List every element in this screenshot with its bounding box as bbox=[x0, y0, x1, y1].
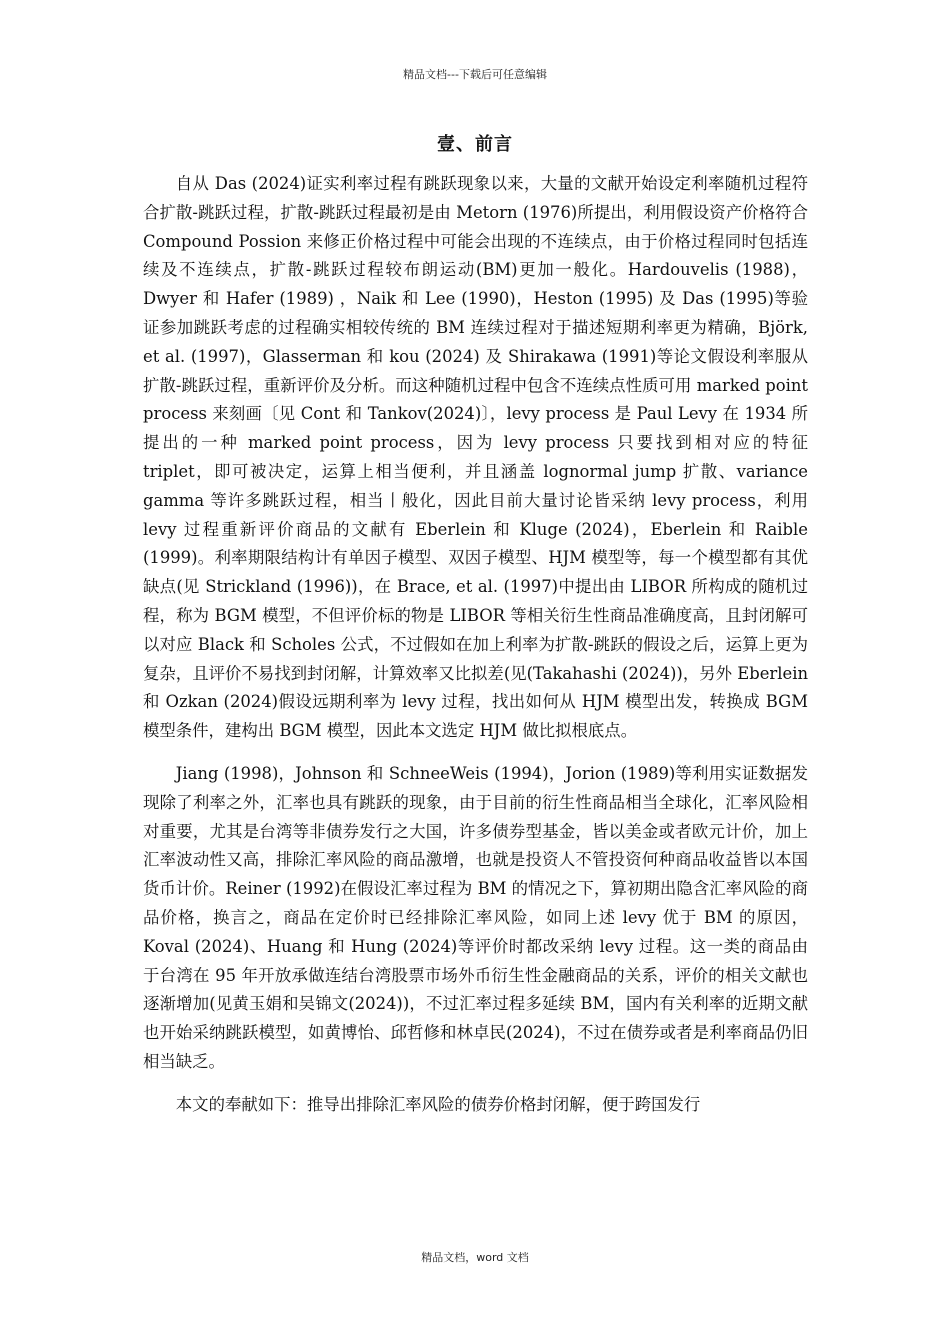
document-body bbox=[143, 170, 808, 1134]
section-title: 壹、前言 bbox=[437, 134, 513, 155]
paragraph-3: 本文的奉献如下：推导出排除汇率风险的债券价格封闭解，便于跨国发行 bbox=[175, 1094, 701, 1114]
page-footer: 精品文档，word 文档 bbox=[421, 1251, 529, 1264]
page-header: 精品文档---下载后可任意编辑 bbox=[403, 68, 547, 81]
paragraph-2: Jiang (1998)，Johnson 和 SchneeWeis (1994)，Jorion (1989)等利用实证数据发现除了利率之外，汇率也具有跳跃的现象，由于目前的衍生性商品相当全球化，汇率风险相对重要，尤其是台湾等非债券发行之大国，许多债券型基金，皆以美金或者欧元计价，加上汇率波动性又高，排除汇率风险的商品激增，也就是投资人不管投资何种商品收益皆以本国货币计价。Reiner (1992)在假设汇率过程为 BM 的情况之下，算初期出隐含汇率风险的商品价格，换言之，商品在定价时已经排除汇率风险，如同上述 levy 优于 BM 的原因，Koval (2024)、Huang 和 Hung (2024)等评价时都改采纳 levy 过程。这一类的商品由于台湾在 95 年开放承做连结台湾股票市场外币衍生性金融商品的关系，评价的相关文献也逐渐增加(见黄玉娟和吴锦文(2024))，不过汇率过程多延续 BM，国内有关利率的近期文献也开始采纳跳跃模型，如黄博怡、邱哲修和林卓民(2024)，不过在债券或者是利率商品仍旧相当缺乏。 bbox=[143, 763, 808, 1071]
paragraph-1: 自从 Das (2024)证实利率过程有跳跃现象以来，大量的文献开始设定利率随机过程符合扩散-跳跃过程，扩散-跳跃过程最初是由 Metorn (1976)所提出，利用假设资产价格符合 Compound Possion 来修正价格过程中可能会出现的不连续点，由于价格过程同时包括连续及不连续点，扩散-跳跃过程较布朗运动(BM)更加一般化。Hardouvelis (1988)， Dwyer 和 Hafer (1989) ，Naik 和 Lee (1990)，Heston (1995) 及 Das (1995)等验证参加跳跃考虑的过程确实相较传统的 BM 连续过程对于描述短期利率更为精确，Björk, et al. (1997)，Glasserman 和 kou (2024) 及 Shirakawa (1991)等论文假设利率服从扩散-跳跃过程，重新评价及分析。而这种随机过程中包含不连续点性质可用 marked point process 来刻画〔见 Cont 和 Tankov(2024)〕，levy process 是 Paul Levy 在 1934 所提出的一种 marked point process，因为 levy process 只要找到相对应的特征 triplet，即可被决定，运算上相当便利，并且涵盖 lognormal jump 扩散、variance gamma 等许多跳跃过程，相当丨般化，因此目前大量讨论皆采纳 levy process，利用 levy 过程重新评价商品的文献有 Eberlein 和 Kluge (2024)，Eberlein 和 Raible (1999)。利率期限结构计有单因子模型、双因子模型、HJM 模型等，每一个模型都有其优缺点(见 Strickland (1996))，在 Brace, et al. (1997)中提出由 LIBOR 所构成的随机过程，称为 BGM 模型，不但评价标的物是 LIBOR 等相关衍生性商品准确度高，且封闭解可以对应 Black 和 Scholes 公式，不过假如在加上利率为扩散-跳跃的假设之后，运算上更为复杂，且评价不易找到封闭解，计算效率又比拟差(见(Takahashi (2024))，另外 Eberlein 和 Ozkan (2024)假设远期利率为 levy 过程，找出如何从 HJM 模型出发，转换成 BGM 模型条件，建构出 BGM 模型，因此本文选定 HJM 做比拟根底点。 bbox=[143, 174, 808, 741]
